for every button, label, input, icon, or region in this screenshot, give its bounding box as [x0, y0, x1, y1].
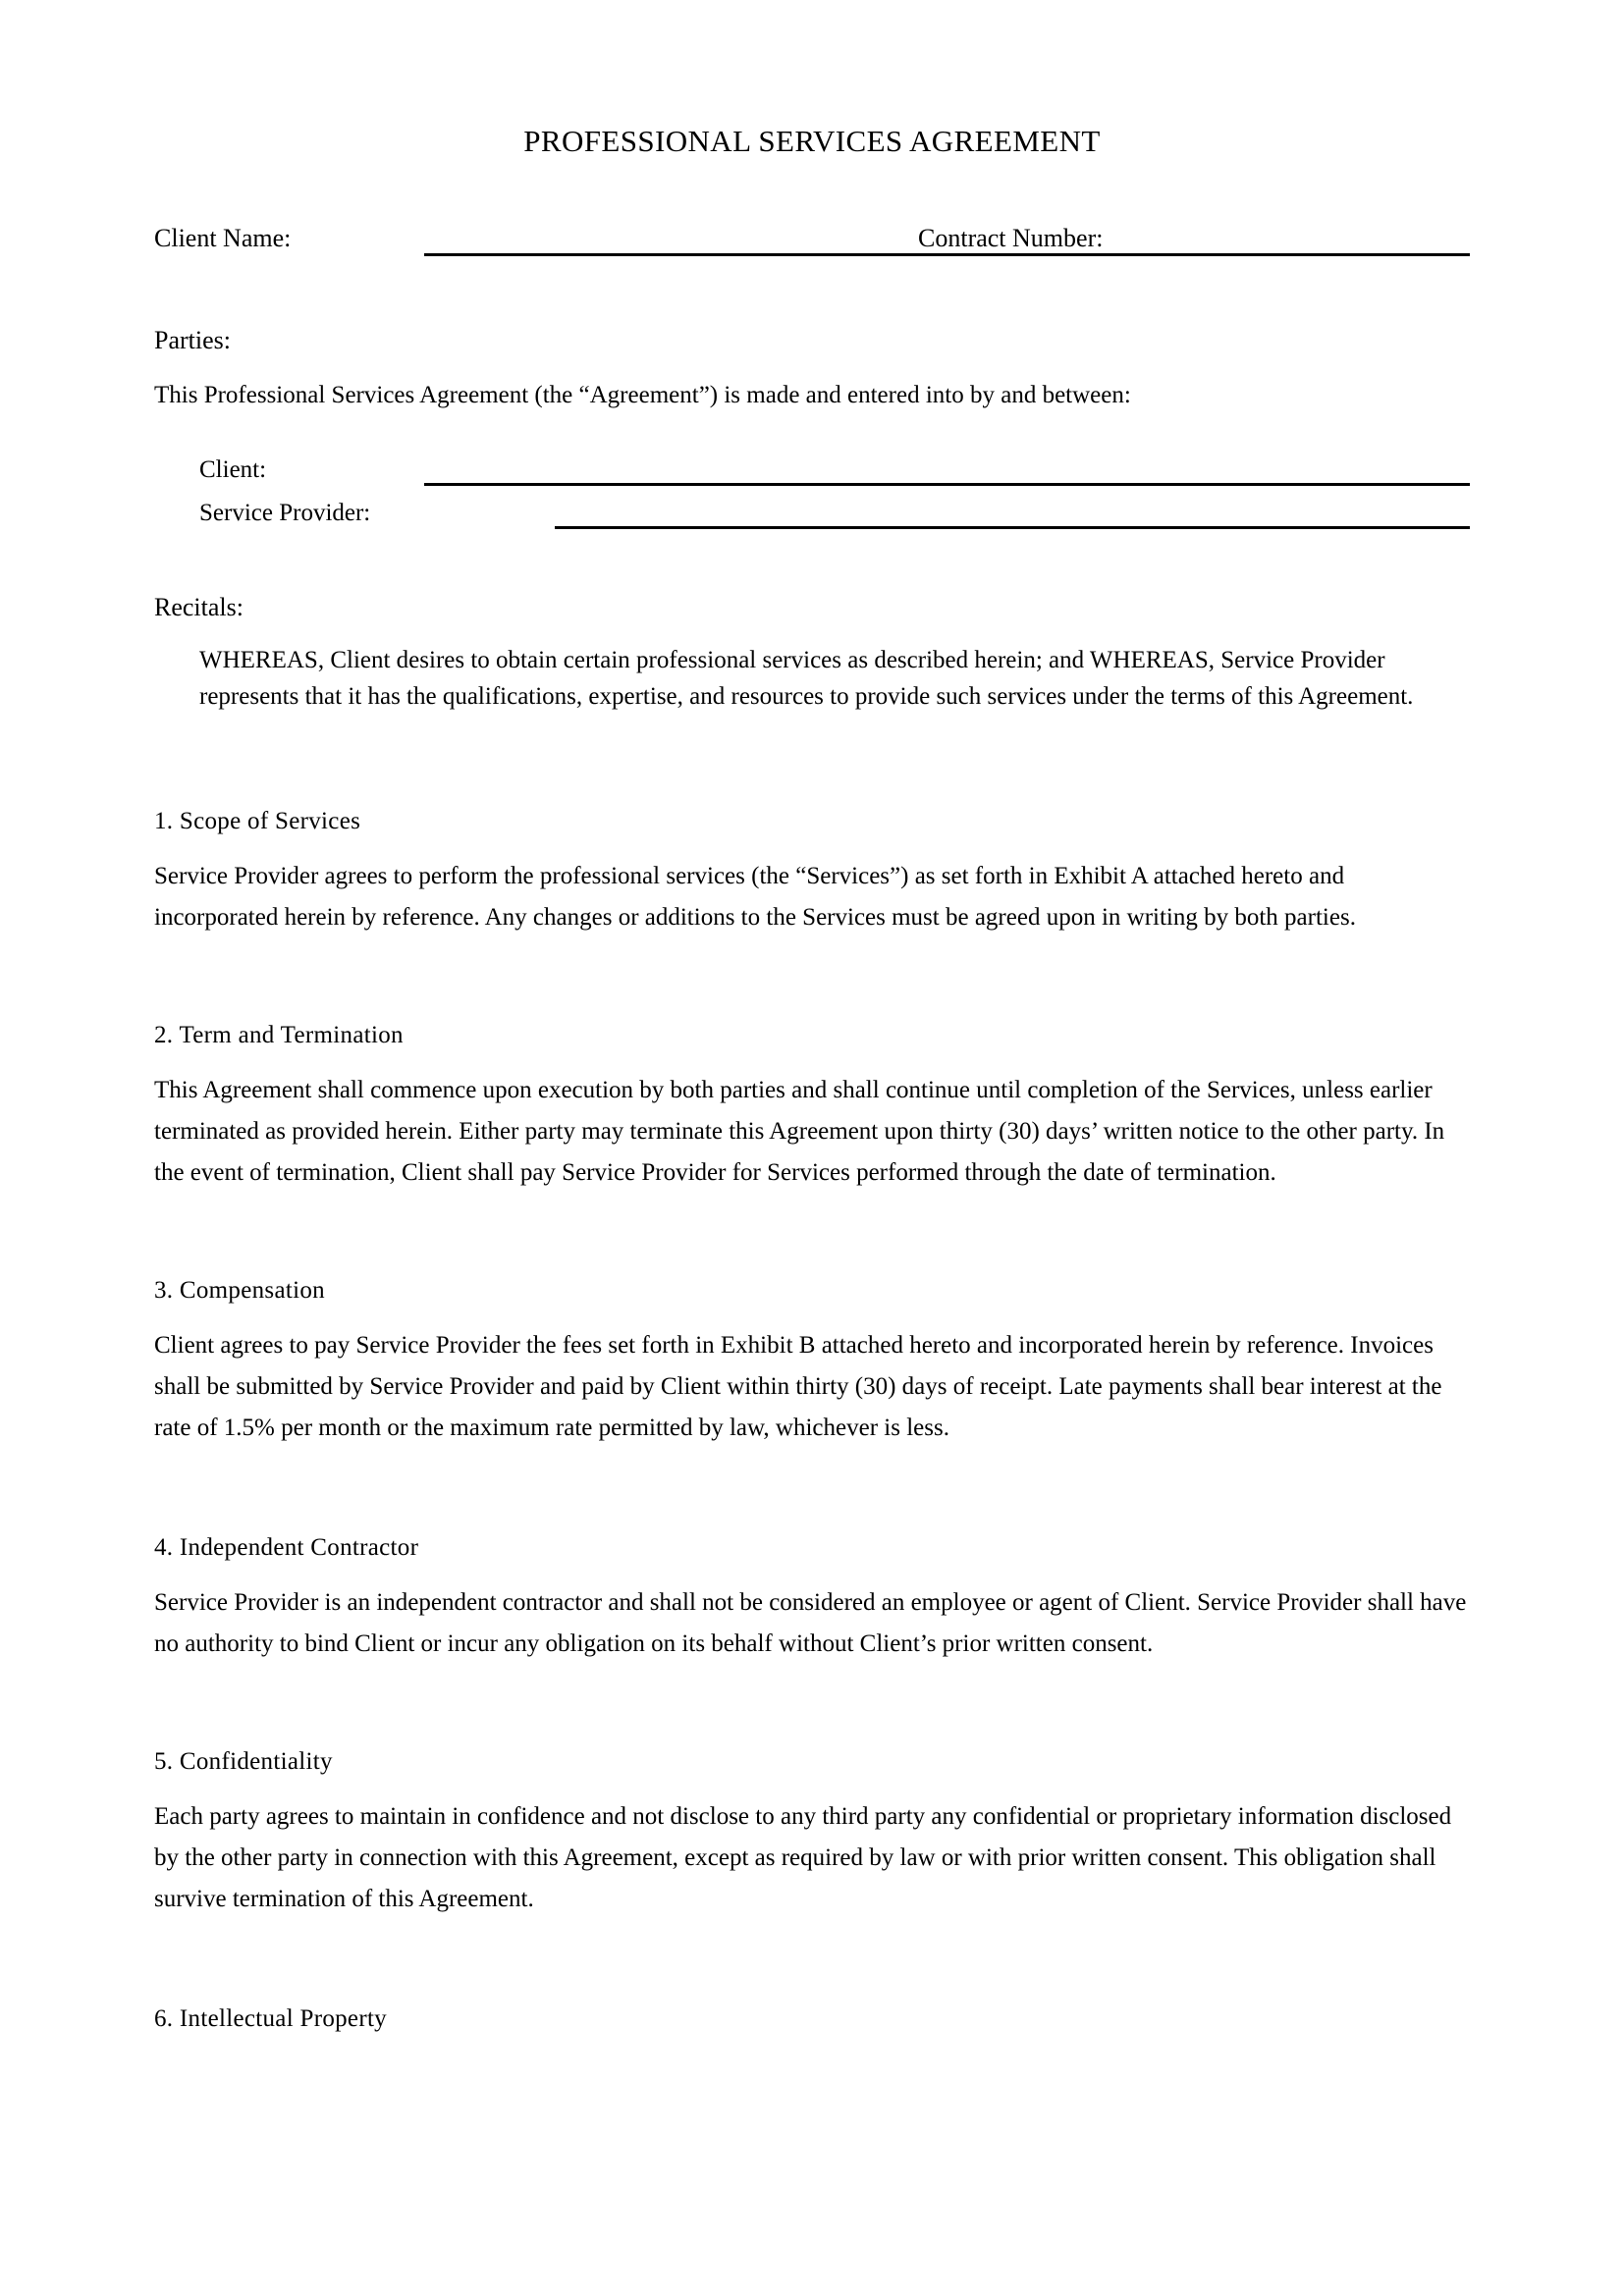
section-heading: 5. Confidentiality: [154, 1748, 333, 1776]
page-title: PROFESSIONAL SERVICES AGREEMENT: [523, 124, 1101, 158]
parties-intro-text: This Professional Services Agreement (the “Agreement”) is made and entered into by and between:: [154, 382, 1131, 409]
party-row-service-provider: [154, 497, 1470, 540]
client-name-label: Client Name:: [154, 224, 292, 253]
section-body: Service Provider agrees to perform the professional services (the “Services”) as set forth in Exhibit A attached hereto and incorporated herein by reference. Any changes or additions to the Services must be agreed upon in writing by both parties.: [154, 863, 1356, 932]
section-body: Service Provider is an independent contractor and shall not be considered an employee or agent of Client. Service Provider shall have no authority to bind Client or incur any obligation on its behalf without Client’s prior written consent.: [154, 1589, 1467, 1658]
section-independent-contractor: [154, 1449, 1470, 1665]
section-heading: 6. Intellectual Property: [154, 2005, 387, 2033]
section-body: Client agrees to pay Service Provider the fees set forth in Exhibit B attached hereto and incorporated herein by reference. Invoices shall be submitted by Service Provider and paid by Client within thirty (30) days of receipt. Late payments shall bear interest at the rate of 1.5% per month or the maximum rate permitted by law, whichever is less.: [154, 1332, 1442, 1442]
section-heading: 3. Compensation: [154, 1277, 325, 1305]
header-fields-row: [154, 222, 1470, 267]
header-fill-in-rule[interactable]: [424, 253, 1470, 256]
recitals-body-text: WHEREAS, Client desires to obtain certain professional services as described herein; and WHEREAS, Service Provider represents that it has the qualifications, expertise, and resources to provide such services under the terms of this Agreement.: [199, 647, 1414, 711]
section-body: Each party agrees to maintain in confidence and not disclose to any third party any confidential or proprietary information disclosed by the other party in connection with this Agreement, except as required by law or with prior written consent. This obligation shall survive termination of this Agreement.: [154, 1803, 1452, 1913]
party-entry-rows: [154, 454, 1470, 540]
section-intellectual-property: [154, 1920, 1470, 2036]
section-compensation: [154, 1194, 1470, 1449]
document-content: [154, 0, 1470, 2036]
section-scope-of-services: [154, 715, 1470, 938]
party-row-client: [154, 454, 1470, 497]
parties-heading: Parties:: [154, 326, 231, 355]
section-body: This Agreement shall commence upon execution by both parties and shall continue until completion of the Services, unless earlier terminated as provided herein. Either party may terminate this Agreement upon thirty (30) days’ written notice to the other party. In the event of termination, Client shall pay Service Provider for Services performed through the date of termination.: [154, 1077, 1445, 1187]
section-heading: 4. Independent Contractor: [154, 1534, 419, 1562]
section-heading: 2. Term and Termination: [154, 1022, 404, 1049]
section-heading: 1. Scope of Services: [154, 808, 361, 835]
service-provider-fill-in-rule[interactable]: [555, 526, 1470, 529]
client-fill-in-rule[interactable]: [424, 483, 1470, 486]
service-provider-label: Service Provider:: [199, 500, 371, 527]
client-label: Client:: [199, 456, 267, 484]
section-confidentiality: [154, 1665, 1470, 1920]
recitals-heading: Recitals:: [154, 593, 244, 622]
section-term-and-termination: [154, 938, 1470, 1194]
contract-number-label: Contract Number:: [918, 224, 1104, 253]
